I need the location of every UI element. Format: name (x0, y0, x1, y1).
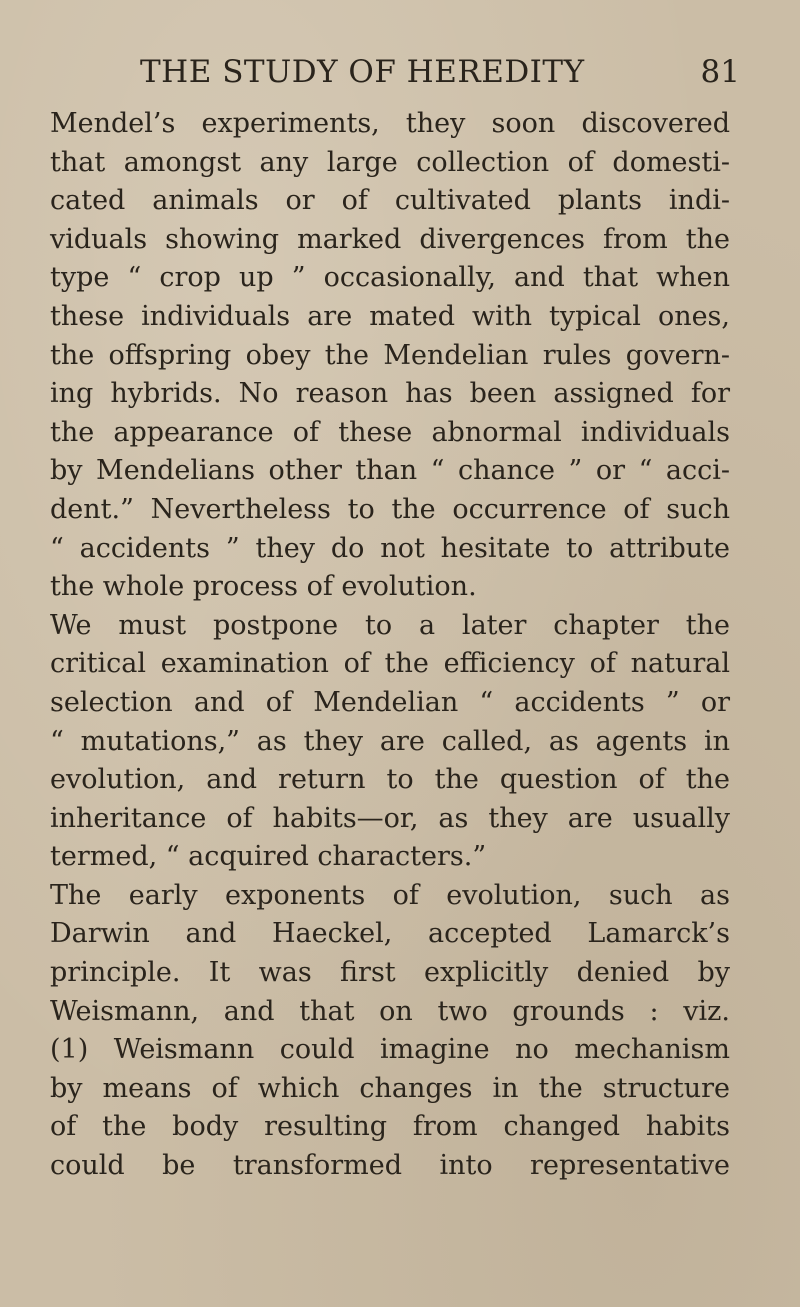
page-number: 81 (700, 54, 740, 90)
text-line: the offspring obey the Mendelian rules govern- (50, 339, 730, 371)
body-text (50, 105, 730, 1186)
text-line: the appearance of these abnormal individuals (50, 416, 730, 448)
running-title: THE STUDY OF HEREDITY (140, 54, 585, 90)
text-line: by Mendelians other than “ chance ” or “ acci- (50, 455, 730, 487)
page-header (140, 50, 740, 94)
text-line: by means of which changes in the structure (50, 1072, 730, 1104)
text-line: these individuals are mated with typical ones, (50, 300, 730, 332)
text-line: type “ crop up ” occasionally, and that when (50, 262, 730, 294)
text-line: selection and of Mendelian “ accidents ” or (50, 686, 730, 718)
text-line: (1) Weismann could imagine no mechanism (50, 1034, 730, 1066)
text-line: inheritance of habits—or, as they are usually (50, 802, 730, 834)
text-line: Mendel’s experiments, they soon discovered (50, 108, 730, 139)
text-line: critical examination of the efficiency of natural (50, 648, 730, 680)
text-line: The early exponents of evolution, such as (50, 879, 730, 911)
text-line: dent.” Nevertheless to the occurrence of such (50, 493, 730, 525)
text-line: that amongst any large collection of domesti- (50, 146, 730, 178)
paragraph-last-line: the whole process of evolution. (50, 571, 477, 603)
text-line: evolution, and return to the question of the (50, 764, 730, 796)
text-line: We must postpone to a later chapter the (50, 609, 730, 641)
text-line: viduals showing marked divergences from the (50, 223, 730, 255)
text-line: “ accidents ” they do not hesitate to attribute (50, 532, 730, 564)
text-line: ing hybrids. No reason has been assigned for (50, 378, 730, 410)
text-line: Darwin and Haeckel, accepted Lamarck’s (50, 918, 730, 950)
text-line: principle. It was first explicitly denied by (50, 957, 730, 989)
text-line: of the body resulting from changed habits (50, 1111, 730, 1143)
text-line: could be transformed into representative (50, 1150, 730, 1182)
text-line: “ mutations,” as they are called, as agents in (50, 725, 730, 757)
text-line: cated animals or of cultivated plants indi- (50, 185, 730, 217)
paragraph-last-line: termed, “ acquired characters.” (50, 841, 487, 873)
text-line: Weismann, and that on two grounds : viz. (50, 995, 730, 1027)
